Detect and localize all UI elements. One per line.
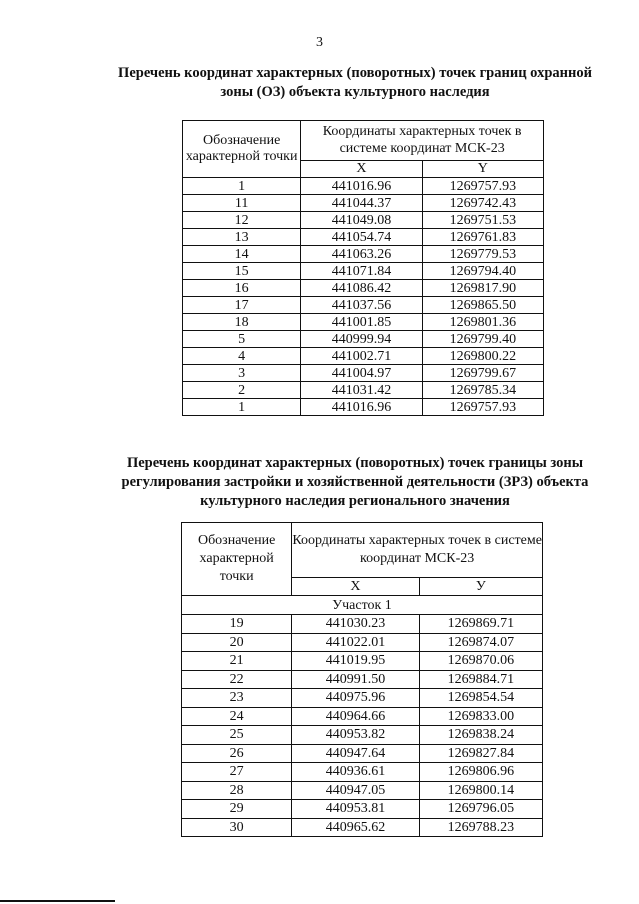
cell-x: 440965.62 (292, 818, 419, 837)
cell-x: 441071.84 (301, 263, 422, 280)
zrz-coordinates-table (181, 522, 543, 837)
cell-point: 18 (183, 314, 301, 331)
table-row (183, 365, 544, 382)
cell-x: 441001.85 (301, 314, 422, 331)
cell-x: 441037.56 (301, 297, 422, 314)
cell-point: 30 (182, 818, 292, 837)
cell-point: 28 (182, 781, 292, 800)
cell-point: 23 (182, 689, 292, 708)
cell-y: 1269854.54 (419, 689, 542, 708)
header-x: X (292, 578, 419, 596)
cell-point: 26 (182, 744, 292, 763)
cell-y: 1269865.50 (422, 297, 543, 314)
oz-coordinates-table (182, 120, 544, 416)
header-coords-label: Координаты характерных точек в системе координат МСК-23 (301, 121, 544, 161)
cell-y: 1269751.53 (422, 212, 543, 229)
cell-y: 1269799.40 (422, 331, 543, 348)
cell-point: 16 (183, 280, 301, 297)
cell-x: 441049.08 (301, 212, 422, 229)
table-row (183, 263, 544, 280)
cell-x: 441022.01 (292, 633, 419, 652)
table-row (182, 707, 543, 726)
section1-title-line2: зоны (ОЗ) объекта культурного наследия (220, 84, 490, 100)
cell-point: 11 (183, 195, 301, 212)
cell-point: 13 (183, 229, 301, 246)
cell-point: 3 (183, 365, 301, 382)
cell-x: 441031.42 (301, 382, 422, 399)
cell-point: 2 (183, 382, 301, 399)
cell-x: 440975.96 (292, 689, 419, 708)
cell-point: 19 (182, 615, 292, 634)
section1-title (90, 64, 620, 102)
section2-title-line2: регулирования застройки и хозяйственной деятельности (ЗРЗ) объекта (121, 474, 589, 490)
cell-x: 440947.64 (292, 744, 419, 763)
cell-x: 440964.66 (292, 707, 419, 726)
cell-point: 12 (183, 212, 301, 229)
cell-point: 22 (182, 670, 292, 689)
table-row (182, 615, 543, 634)
cell-y: 1269799.67 (422, 365, 543, 382)
cell-y: 1269757.93 (422, 178, 543, 195)
cell-y: 1269838.24 (419, 726, 542, 745)
cell-x: 441016.96 (301, 178, 422, 195)
cell-point: 4 (183, 348, 301, 365)
cell-y: 1269785.34 (422, 382, 543, 399)
table-row (183, 178, 544, 195)
section2-title (100, 454, 610, 511)
table-row (183, 229, 544, 246)
cell-y: 1269874.07 (419, 633, 542, 652)
cell-point: 20 (182, 633, 292, 652)
cell-y: 1269800.22 (422, 348, 543, 365)
table-row (182, 744, 543, 763)
cell-x: 441019.95 (292, 652, 419, 671)
oz-table-body (183, 178, 544, 416)
table-row (182, 800, 543, 819)
table-row (183, 348, 544, 365)
cell-point: 24 (182, 707, 292, 726)
table-row (183, 212, 544, 229)
cell-y: 1269800.14 (419, 781, 542, 800)
cell-y: 1269796.05 (419, 800, 542, 819)
section1-title-line1: Перечень координат характерных (поворотных) точек границ охранной (118, 65, 592, 81)
table-row (183, 382, 544, 399)
cell-point: 15 (183, 263, 301, 280)
table-row (182, 818, 543, 837)
cell-y: 1269884.71 (419, 670, 542, 689)
cell-y: 1269779.53 (422, 246, 543, 263)
cell-x: 440953.82 (292, 726, 419, 745)
table-row (182, 781, 543, 800)
zrz-table-body (182, 615, 543, 837)
footer-divider (0, 900, 115, 902)
table-row (182, 633, 543, 652)
table-row (183, 331, 544, 348)
cell-point: 14 (183, 246, 301, 263)
header-y: Y (422, 160, 543, 177)
table-row (183, 280, 544, 297)
table-row (183, 314, 544, 331)
table-row (183, 246, 544, 263)
cell-y: 1269827.84 (419, 744, 542, 763)
cell-x: 441044.37 (301, 195, 422, 212)
header-point-label: Обозначение характерной точки (183, 121, 301, 178)
table-row (182, 726, 543, 745)
header-point-label: Обозначение характерной точки (182, 523, 292, 596)
cell-point: 29 (182, 800, 292, 819)
table-row (183, 195, 544, 212)
cell-y: 1269817.90 (422, 280, 543, 297)
cell-x: 440936.61 (292, 763, 419, 782)
section2-title-line3: культурного наследия регионального значения (200, 493, 510, 509)
cell-y: 1269801.36 (422, 314, 543, 331)
cell-point: 1 (183, 178, 301, 195)
header-coords-label: Координаты характерных точек в системе координат МСК-23 (292, 523, 543, 578)
cell-point: 1 (183, 399, 301, 416)
table-row (182, 689, 543, 708)
cell-x: 440953.81 (292, 800, 419, 819)
section2-title-line1: Перечень координат характерных (поворотных) точек границы зоны (126, 455, 584, 471)
cell-point: 21 (182, 652, 292, 671)
table-row (183, 399, 544, 416)
cell-point: 17 (183, 297, 301, 314)
cell-x: 441030.23 (292, 615, 419, 634)
cell-y: 1269742.43 (422, 195, 543, 212)
cell-y: 1269869.71 (419, 615, 542, 634)
table-row (182, 763, 543, 782)
table-row (182, 670, 543, 689)
cell-y: 1269788.23 (419, 818, 542, 837)
cell-x: 441016.96 (301, 399, 422, 416)
cell-y: 1269833.00 (419, 707, 542, 726)
header-x: X (301, 160, 422, 177)
cell-x: 441054.74 (301, 229, 422, 246)
cell-x: 440999.94 (301, 331, 422, 348)
cell-y: 1269757.93 (422, 399, 543, 416)
cell-point: 25 (182, 726, 292, 745)
cell-x: 441086.42 (301, 280, 422, 297)
cell-x: 440947.05 (292, 781, 419, 800)
cell-x: 441004.97 (301, 365, 422, 382)
cell-point: 5 (183, 331, 301, 348)
cell-y: 1269870.06 (419, 652, 542, 671)
cell-x: 440991.50 (292, 670, 419, 689)
cell-y: 1269761.83 (422, 229, 543, 246)
cell-y: 1269806.96 (419, 763, 542, 782)
cell-point: 27 (182, 763, 292, 782)
cell-y: 1269794.40 (422, 263, 543, 280)
table-row (183, 297, 544, 314)
header-y: У (419, 578, 542, 596)
cell-x: 441063.26 (301, 246, 422, 263)
cell-x: 441002.71 (301, 348, 422, 365)
section-label: Участок 1 (182, 596, 543, 615)
table-row (182, 652, 543, 671)
page-number: 3 (316, 35, 323, 50)
